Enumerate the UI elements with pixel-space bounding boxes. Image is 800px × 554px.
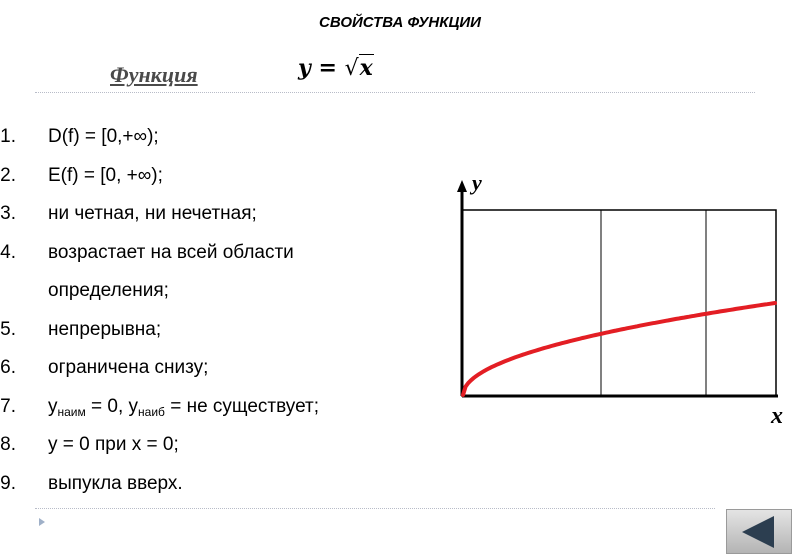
triangle-right-icon[interactable] — [39, 518, 45, 526]
graph-frame — [462, 210, 776, 396]
formula-lhs: y — [298, 55, 311, 81]
y-axis-arrow-icon — [457, 180, 467, 192]
property-extrema: $у_{наим} = 0$, $у_{наиб}$ = не существует; — [48, 395, 319, 419]
back-button[interactable] — [726, 509, 792, 554]
y-axis-label: y — [472, 170, 482, 195]
slide-title: СВОЙСТВА ФУНКЦИИ — [319, 14, 481, 31]
formula-radicand: x — [359, 55, 373, 81]
formula-eq: = — [318, 55, 337, 81]
x-axis-label: x — [771, 403, 783, 429]
divider-bottom — [35, 508, 715, 509]
triangle-left-icon — [742, 516, 774, 548]
sqrt-icon: √ — [344, 56, 359, 81]
function-curve — [463, 303, 775, 395]
function-label: Функция — [110, 62, 198, 87]
